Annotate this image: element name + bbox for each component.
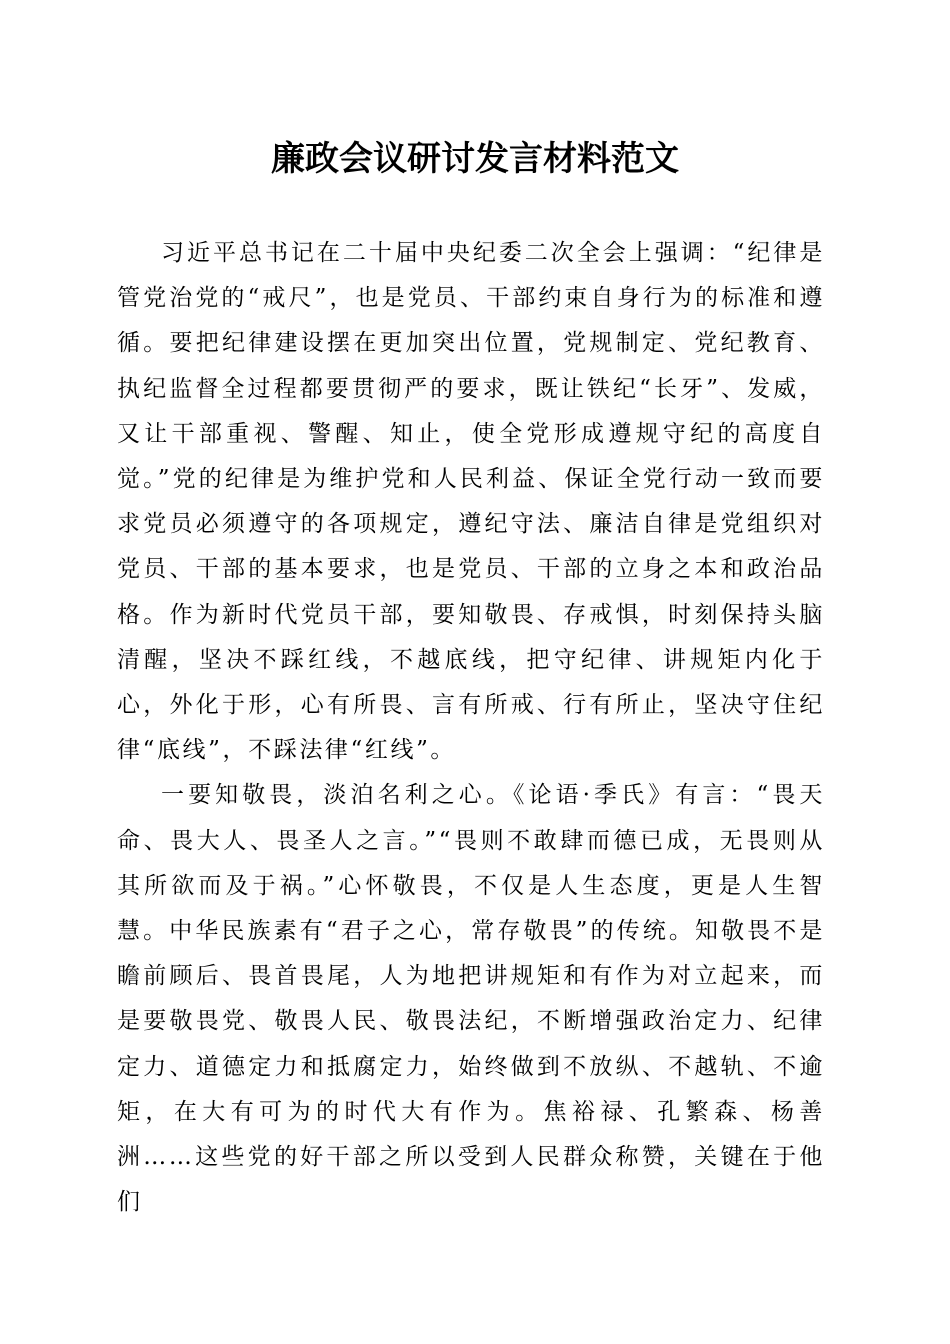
document-title: 廉政会议研讨发言材料范文	[271, 139, 679, 179]
document-body	[117, 231, 825, 1225]
paragraph-2: 一要知敬畏，淡泊名利之心。《论语·季氏》有言：“畏天命、畏大人、畏圣人之言。”“畏则不敢肆而德已成，无畏则从其所欲而及于祸。”心怀敬畏，不仅是人生态度，更是人生智慧。中华民族素有“君子之心，常存敬畏”的传统。知敬畏不是瞻前顾后、畏首畏尾，人为地把讲规矩和有作为对立起来，而是要敬畏党、敬畏人民、敬畏法纪，不断增强政治定力、纪律定力、道德定力和抵腐定力，始终做到不放纵、不越轨、不逾矩，在大有可为的时代大有作为。焦裕禄、孔繁森、杨善洲……这些党的好干部之所以受到人民群众称赞，关键在于他们	[117, 782, 825, 1216]
paragraph-1: 习近平总书记在二十届中央纪委二次全会上强调：“纪律是管党治党的“戒尺”，也是党员、干部约束自身行为的标准和遵循。要把纪律建设摆在更加突出位置，党规制定、党纪教育、执纪监督全过程都要贯彻严的要求，既让铁纪“长牙”、发威，又让干部重视、警醒、知止，使全党形成遵规守纪的高度自觉。”党的纪律是为维护党和人民利益、保证全党行动一致而要求党员必须遵守的各项规定，遵纪守法、廉洁自律是党组织对党员、干部的基本要求，也是党员、干部的立身之本和政治品格。作为新时代党员干部，要知敬畏、存戒惧，时刻保持头脑清醒，坚决不踩红线，不越底线，把守纪律、讲规矩内化于心，外化于形，心有所畏、言有所戒、行有所止，坚决守住纪律“底线”，不踩法律“红线”。	[117, 240, 825, 764]
